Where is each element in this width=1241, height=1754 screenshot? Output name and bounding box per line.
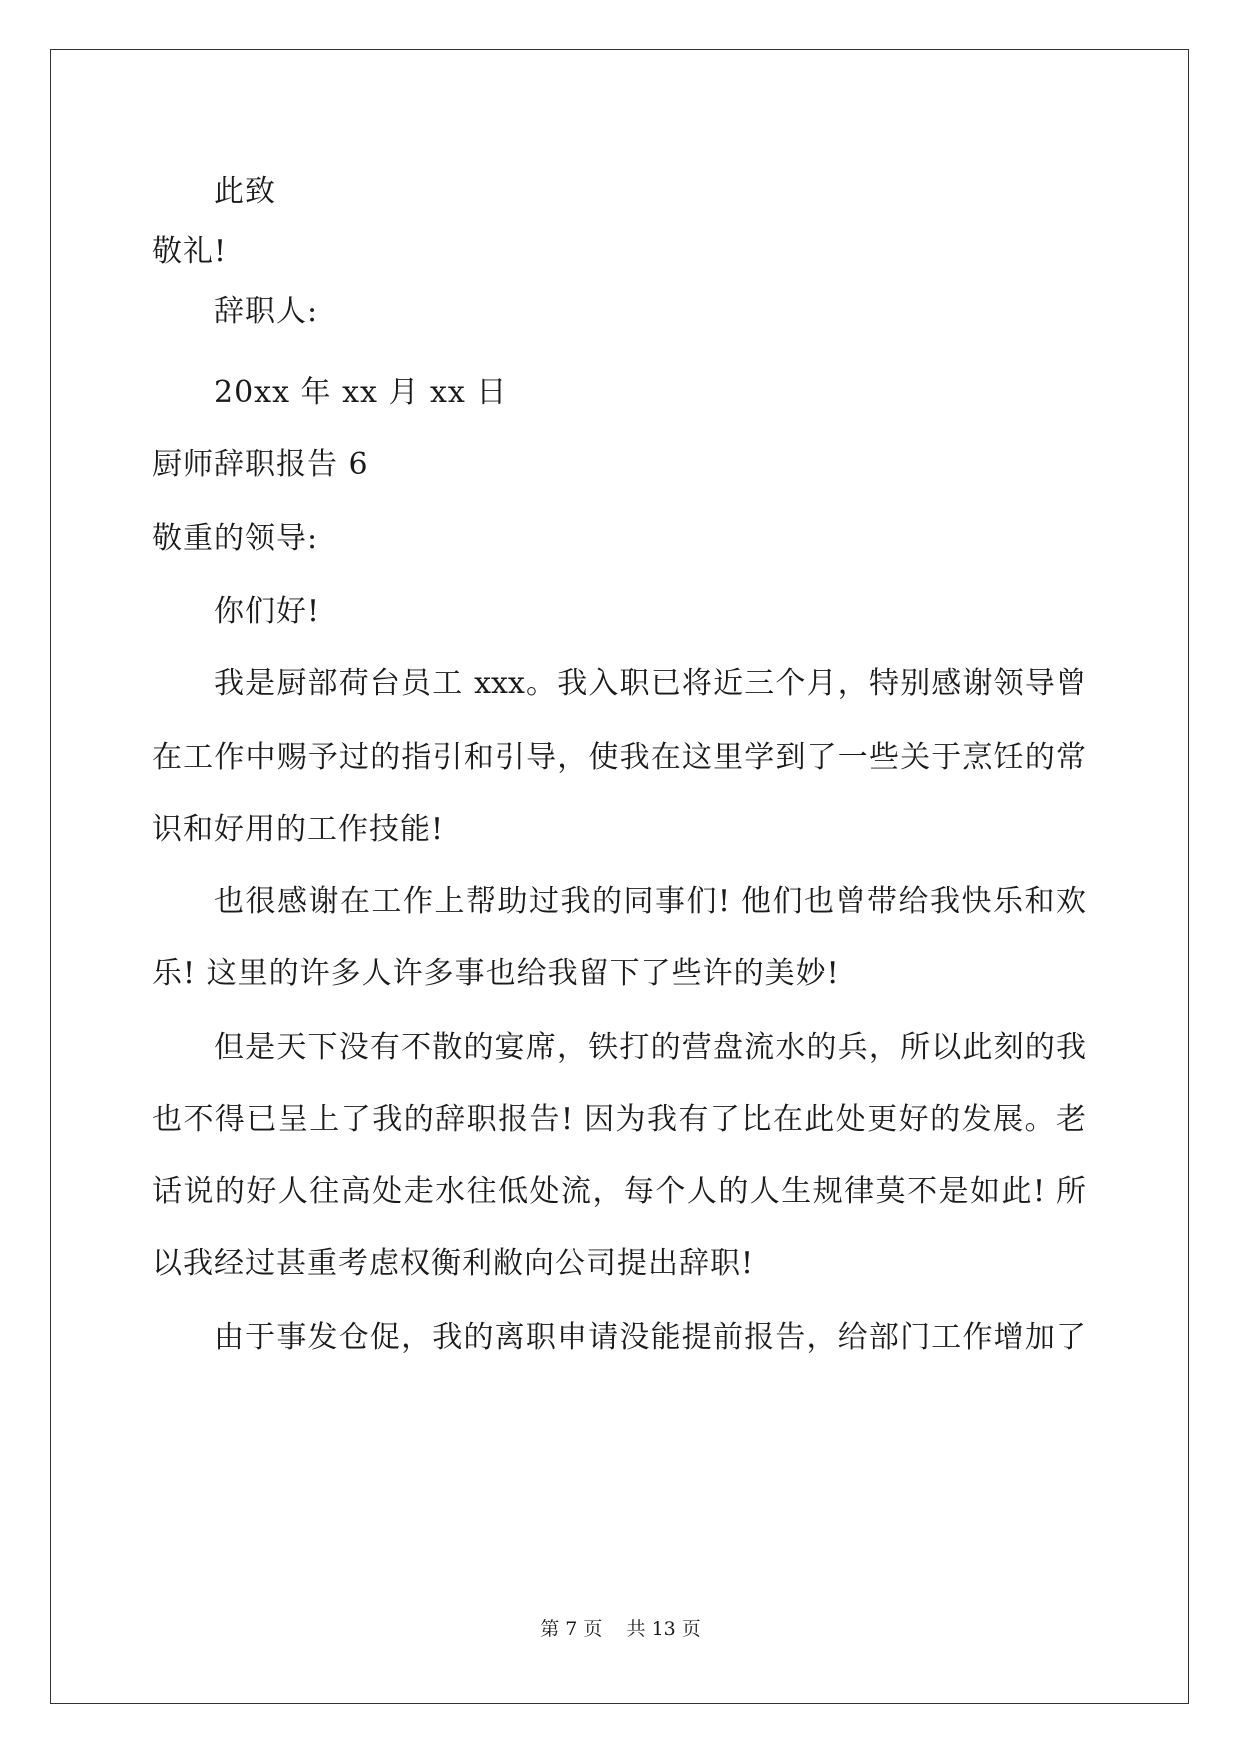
paragraph-line: 我是厨部荷台员工 xxx。我入职已将近三个月，特别感谢领导曾 xyxy=(214,666,1086,701)
page-number: 第 7 页 共 13 页 xyxy=(540,1618,701,1640)
greeting-line: 你们好! xyxy=(214,594,321,629)
section-title: 厨师辞职报告 6 xyxy=(152,447,369,482)
paragraph-line: 在工作中赐予过的指引和引导，使我在这里学到了一些关于烹饪的常 xyxy=(152,740,1086,775)
paragraph-line: 也不得已呈上了我的辞职报告! 因为我有了比在此处更好的发展。老 xyxy=(152,1102,1086,1137)
paragraph-line: 但是天下没有不散的宴席，铁打的营盘流水的兵，所以此刻的我 xyxy=(214,1030,1086,1065)
closing-respect: 敬礼! xyxy=(152,234,228,269)
signature-label: 辞职人: xyxy=(214,294,319,329)
paragraph-line: 由于事发仓促，我的离职申请没能提前报告，给部门工作增加了 xyxy=(214,1320,1086,1355)
closing-salutation: 此致 xyxy=(214,174,276,209)
letter-salutation: 敬重的领导: xyxy=(152,521,319,556)
paragraph-line: 乐! 这里的许多人许多事也给我留下了些许的美妙! xyxy=(152,956,840,991)
date-line: 20xx 年 xx 月 xx 日 xyxy=(214,375,508,410)
paragraph-line: 也很感谢在工作上帮助过我的同事们! 他们也曾带给我快乐和欢 xyxy=(214,884,1086,919)
paragraph-line: 以我经过甚重考虑权衡利敝向公司提出辞职! xyxy=(152,1246,755,1281)
paragraph-line: 识和好用的工作技能! xyxy=(152,812,445,847)
paragraph-line: 话说的好人往高处走水往低处流，每个人的人生规律莫不是如此! 所 xyxy=(152,1174,1086,1209)
